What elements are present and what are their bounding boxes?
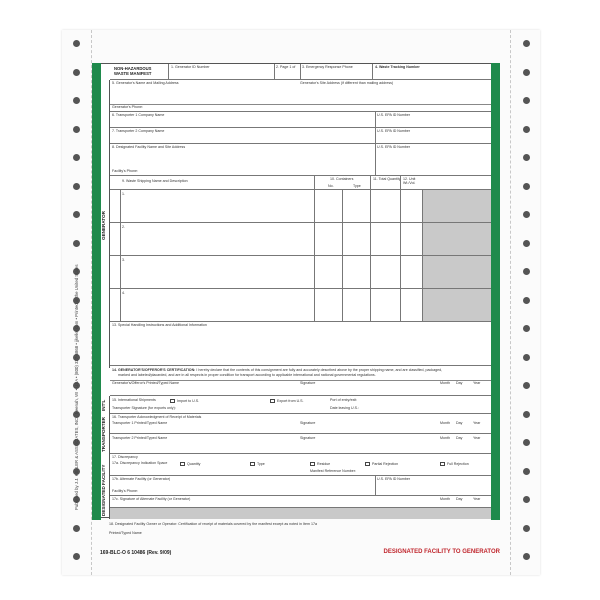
section-designated-facility: DESIGNATED FACILITY	[100, 454, 110, 519]
header-row	[110, 64, 491, 80]
waste-item-row: 2.	[110, 223, 491, 256]
gray-block	[423, 256, 491, 288]
transporter2-ack-row: Transporter 2 Printed/Typed Name Signature Month Day Year	[110, 434, 491, 454]
full-rejection-checkbox[interactable]	[440, 462, 445, 466]
tractor-hole	[523, 40, 530, 47]
tractor-hole	[523, 69, 530, 76]
copy-label: DESIGNATED FACILITY TO GENERATOR	[383, 549, 500, 555]
manifest-sheet	[62, 30, 540, 575]
tractor-hole	[523, 240, 530, 247]
tractor-hole	[523, 154, 530, 161]
tractor-hole	[523, 496, 530, 503]
gray-block	[423, 190, 491, 222]
transporter1-ack-row: 16. Transporter Acknowledgment of Receipt of Materials Transporter 1 Printed/Typed Name Signature Month Day Year	[110, 414, 491, 434]
alternate-facility-row: 17b. Alternate Facility (or Generator) U.S. EPA ID Number Facility's Phone:	[110, 476, 491, 496]
tractor-hole	[523, 553, 530, 560]
special-handling-row: 13. Special Handling Instructions and Additional Information	[110, 322, 491, 366]
partial-rejection-checkbox[interactable]	[365, 462, 370, 466]
waste-item-row: 4.	[110, 289, 491, 322]
section-generator: GENERATOR	[100, 80, 110, 368]
import-checkbox[interactable]	[170, 399, 175, 403]
transporter1-row: 6. Transporter 1 Company Name U.S. EPA ID Number	[110, 112, 491, 128]
form-number: 169-BLC-O 6 10486 (Rev. 9/09)	[100, 550, 172, 556]
printed-name-label: Printed/Typed Name	[109, 531, 142, 535]
residue-checkbox[interactable]	[310, 462, 315, 466]
gray-block	[423, 289, 491, 321]
international-row: 15. International Shipments Import to U.S. Export from U.S. Port of entry/exit: Transporter Signature (for exports only): Date leaving U.S.:	[110, 396, 491, 414]
tractor-hole	[523, 211, 530, 218]
generator-certification-row: 14. GENERATOR'S/OFFEROR'S CERTIFICATION: I hereby declare that the contents of this consignment are fully and accurately described above by the proper shipping name, and are classified, packaged, marked and labeled/placarded, and are in all respects in proper condition for transport according to applicable international and national governmental regulations. Generator's/Offeror's Printed/Typed Name Signature Month Day Year	[110, 366, 491, 396]
generator-id-label: 1. Generator ID Number	[171, 65, 210, 69]
tracking-number-label: 4. Waste Tracking Number	[375, 65, 420, 69]
manifest-form	[100, 63, 492, 518]
type-checkbox[interactable]	[250, 462, 255, 466]
tractor-hole	[73, 525, 80, 532]
waste-item-row: 3.	[110, 256, 491, 289]
waste-header-row: 9. Waste Shipping Name and Description 10. Containers No. Type 11. Total Quantity 12. Unit Wt./Vol.	[110, 176, 491, 190]
tractor-hole	[523, 439, 530, 446]
tractor-hole	[523, 297, 530, 304]
tractor-hole	[523, 411, 530, 418]
page-label: 2. Page 1 of	[276, 65, 296, 69]
right-green-bar	[491, 63, 500, 520]
tractor-hole	[523, 525, 530, 532]
waste-item-row: 1.	[110, 190, 491, 223]
gray-block	[423, 223, 491, 255]
tractor-hole	[523, 126, 530, 133]
generator-address-row: 5. Generator's Name and Mailing Address Generator's Site Address (if different than mailing address) Generator's Phone:	[110, 80, 491, 112]
tractor-hole	[73, 553, 80, 560]
facility-owner-label: 18. Designated Facility Owner or Operator: Certification of receipt of materials covered by the manifest except as noted in Item 17a	[109, 522, 317, 526]
facility-row: 8. Designated Facility Name and Site Address U.S. EPA ID Number Facility's Phone:	[110, 144, 491, 176]
tractor-hole	[73, 40, 80, 47]
section-intl: INT'L	[100, 396, 110, 414]
right-tractor-strip	[510, 30, 540, 575]
tractor-hole	[523, 354, 530, 361]
tractor-hole	[523, 183, 530, 190]
tractor-hole	[523, 268, 530, 275]
emergency-phone-label: 3. Emergency Response Phone	[302, 65, 353, 69]
transporter2-row: 7. Transporter 2 Company Name U.S. EPA ID Number	[110, 128, 491, 144]
publisher-side-text: Published by J.J. KELLER & ASSOCIATES, INC., Neenah, WI • USA • (800) 327-6868 • jjkeller.com • Printed in the United States	[74, 264, 79, 510]
quantity-checkbox[interactable]	[180, 462, 185, 466]
tractor-hole	[523, 468, 530, 475]
discrepancy-row: 17. Discrepancy 17a. Discrepancy Indication Space Quantity Type Residue Partial Rejection Full Rejection Manifest Reference Number:	[110, 454, 491, 476]
section-transporter: TRANSPORTER	[100, 414, 110, 454]
gray-band	[110, 508, 491, 519]
tractor-hole	[523, 325, 530, 332]
tractor-hole	[523, 97, 530, 104]
tractor-hole	[523, 382, 530, 389]
alternate-signature-row: 17c. Signature of Alternate Facility (or Generator) Month Day Year	[110, 496, 491, 508]
export-checkbox[interactable]	[270, 399, 275, 403]
form-title: NON-HAZARDOUS WASTE MANIFEST	[114, 66, 152, 77]
